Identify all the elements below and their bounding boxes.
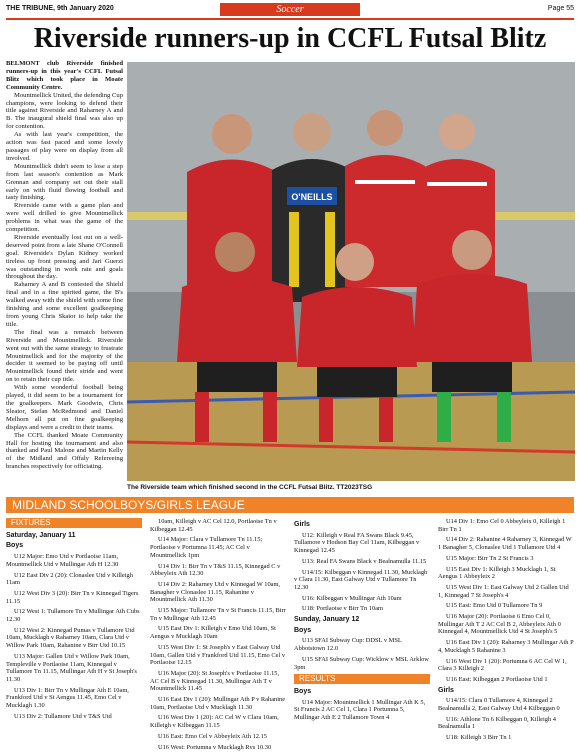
listing-item: U12 East Div 2 (20): Clonaslee Utd v Killeigh 11am — [6, 571, 133, 587]
listing-item: U16 East Div 1 (20): Raharney 3 Mullingar Ath P 4, Mucklagh 5 Rahanine 3 — [438, 639, 574, 654]
article-paragraph: Raharney A and B contested the Shield final and in a fine spirited game, the B's walked away with the shield with some fine finishing and some excellent goalkeeping from young Chris Skator to help take the title. — [6, 281, 123, 328]
photo-caption: The Riverside team which finished second in the CCFL Futsal Blitz. TT2023TSG — [127, 484, 373, 491]
listing-item: U16 East: Emo Cel v Abbeyleix Ath 12.15 — [158, 732, 267, 740]
fixtures-tag: FIXTURES — [6, 518, 142, 528]
article-paragraph: Mountmellick didn't seem to lose a step from last season's contention as Mark Grennan and company set out their stall early on with fluid flowing football and tasty finishing. — [6, 162, 123, 202]
listing-item: U14 Div 1: Birr Tn v T&S 11.15, Kinnegad C v Abbeyleix Ath 12.30 — [150, 562, 281, 578]
listing-item: U14 Div 2: Rahanine 4 Raharney 3, Kinnegad W 1 Banagher 5, Clonaslee Utd 1 Tullamore Utd 4 — [438, 536, 572, 552]
listing-item: U13: Real FA Swans Black v Bealnamulla 11.15 — [302, 557, 427, 565]
listing-item: U16 West: Portumna v Mucklagh Rvs 10.30 — [158, 743, 272, 751]
publication-date: THE TRIBUNE, 9th January 2020 — [6, 5, 114, 12]
listing-item: U13 Major: Gallen Utd v Willow Park 10am, Templeville v Portlaoise 11am, Kinnegad v Tullamore Tn 11.15, Mullingar Ath H v St Joseph's 11.30 — [6, 652, 137, 683]
listing-item: U14 Div 2: Raharney Utd v Kinnegad W 10am, Banagher v Clonaslee 11.15, Rahanine v Mountmellick Ath 11.30 — [150, 580, 281, 604]
article-paragraph: The CCFL thanked Moate Community Hall for hosting the tournament and also thanked and Paul Malone and Martin Kelly of the Midland and Offaly Refereeing branches respectively for officiating. — [6, 431, 123, 471]
listing-item: U14 Major: Mountmellick 1 Mullingar Ath K 5, St Francis 2 AC Cel 1, Clara 1 Portumna 5, Mullingar Ath E 2 Tullamore Town 4 — [294, 698, 426, 722]
listing-item: U13 Div 2: Tullamore Utd v T&S Utd — [14, 712, 112, 720]
listing-item: U18: Killeigh 3 Birr Tn 1 — [446, 734, 512, 742]
listing-item: U16 Major (20): Portlaoise 6 Emo Cel 0, Mullingar Ath T 2 AC Cel B 2, Abbeyleix Ath 0 Kinnegad 4, Mountmellick Utd 4 St Joseph's 5 — [438, 613, 561, 636]
listing-item: 10am, Killeigh v AC Cel 12.0, Portlaoise Tn v Kilbeggan 12.45 — [150, 518, 277, 533]
listing-item: U16 East: Kilbeggan 2 Portlaoise Utd 1 — [446, 675, 548, 683]
results-tag: RESULTS — [294, 674, 430, 684]
listing-item: U15 West Div 1: East Galway Utd 2 Gallen Utd 1, Kinnegad 7 St Joseph's 4 — [438, 583, 569, 599]
listing-item: U15 East: Emo Utd 0 Tullamore Tn 9 — [446, 602, 543, 610]
listing-item: U16 Major (20): St Joseph's v Portlaoise 11.15, AC Cel B v Kinnegad 11.30, Mullingar Ath T v Mountmellick 11.45 — [150, 669, 280, 693]
listing-item: U16 East Div 1 (20): Mullingar Ath P v Rahanine 10am, Portlaoise Utd v Mucklagh 11.30 — [150, 696, 286, 711]
listing-heading: Sunday, January 12 — [294, 616, 360, 624]
listing-item: U15 Major: Tullamore Tn v St Francis 11.15, Birr Tn v Mullingar Ath 12.45 — [150, 607, 286, 622]
results-column-4 — [438, 518, 574, 745]
listing-item: U14/15: Kilbeggan v Kinnegad 11.30, Mucklagh v Clara 11.30, East Galway Utd v Tullamore Tn 12.30 — [294, 568, 428, 591]
listing-item: U13 Div 1: Birr Tn v Mullingar Ath E 10am, Frankford Utd v St Aengus 11.45, Emo Cel v Mucklagh 1.30 — [6, 686, 129, 710]
headline: Riverside runners-up in CCFL Futsal Blitz — [33, 23, 547, 54]
team-photo — [127, 62, 575, 481]
listing-heading: Saturday, January 11 — [6, 531, 76, 539]
listing-item: U12 West 1: Tullamore Tn v Mullingar Ath Cubs 12.30 — [6, 608, 140, 624]
listing-item: U14/15: Clara 0 Tullamore 4, Kinnegad 2 Bealnamulla 2, East Galway Utd 4 Kilbeggan 0 — [438, 697, 560, 713]
listing-heading: Boys — [294, 626, 312, 634]
listing-item: U12 West 2: Kinnegad Pumas v Tullamore Utd 10am, Mucklagh v Raharney 10am, Clara Utd v Willow Park 10am, Rahanine v Birr Utd 10.15 — [6, 626, 135, 650]
league-banner: MIDLAND SCHOOLBOYS/GIRLS LEAGUE — [6, 497, 574, 513]
listing-heading: Girls — [294, 521, 310, 528]
listing-item: U12: Killeigh v Real FA Swans Black 9.45, Tullamore v Hodson Bay Cel 11am, Kilbeggan v Kinnegad 12.45 — [294, 531, 420, 555]
fixtures-column-2 — [150, 518, 286, 754]
listing-item: U15 East Div 1: Killeigh 3 Mucklagh 1, St Aengus 1 Abbeyleix 2 — [438, 565, 556, 581]
listing-item: U13 SFAI Subway Cup: DDSL v MSL Abbotstown 12.0 — [294, 637, 402, 653]
article-intro: BELMONT club Riverside finished runners-up in this year's CCFL Futsal Blitz which took place in Moate Community Centre. — [6, 60, 123, 91]
listing-heading: Girls — [438, 686, 454, 694]
page-number: Page 55 — [547, 5, 574, 12]
listing-item: U15 SFAI Subway Cup: Wicklow v MSL Arklow 3pm — [294, 655, 429, 671]
article-paragraph: Riverside eventually lost out on a well-deserved point from a late Shane O'Connell goal. Riverside's Dylan Kidney worked tireless up front pressing and Jari Guerzi was outstanding in work rate and goals throughout the day. — [6, 233, 123, 281]
article-paragraph: As with last year's competition, the action was fast paced and some lovely passages of play were on display from all involved. — [6, 131, 123, 162]
article-body — [6, 60, 123, 471]
listing-item: U12 Major: Emo Utd v Portlaoise 11am, Mountmellick Utd v Mullingar Ath H 12.30 — [6, 553, 119, 568]
sponsor-logo: O'NEILLS — [291, 192, 333, 202]
listing-item: U14 Major: Clara v Tullamore Tn 11.15; Portlaoise v Portumna 11.45; AC Cel v Mountmellick 1pm — [150, 536, 263, 559]
listing-item: U16 West Div 1 (20): AC Cel W v Clara 10am, Killeigh v Kilbeggan 11.15 — [150, 714, 279, 730]
listing-item: U15 East Div 1: Killeigh v Emo Utd 10am, St Aengus v Mucklagh 10am — [150, 625, 276, 641]
article-paragraph: With some wonderful football being played, it did seem to be a tournament for the goalkeepers. Mark Goodwin, Chris Sleator, Stefan McRedmond and Daniel Melhorn all put on fine goalkeeping displays and were a credit to their teams. — [6, 384, 123, 431]
listing-item: U15 Major: Birr Tn 2 St Francis 3 — [446, 554, 534, 562]
team-photo-illustration — [127, 62, 575, 481]
listing-item: U16 West Div 1 (20): Portumna 6 AC Cel W 1, Clara 3 Killeigh 2 — [438, 657, 567, 673]
listing-item: U14 Div 1: Emo Cel 0 Abbeyleix 0, Killeigh 1 Birr Tn 1 — [438, 518, 566, 533]
listing-heading: Boys — [6, 542, 24, 550]
header-rule — [6, 18, 574, 20]
fixtures-column-1 — [6, 518, 142, 723]
article-paragraph: The final was a rematch between Riverside and Mountmellick. Riverside went out with the same strategy to frustrate Mountmellick and for the majority of the decider it seemed to be paying off until Mountmellick found their stride and went on to retain their cup title. — [6, 328, 123, 384]
listing-heading: Boys — [294, 687, 312, 695]
article-paragraph: Riverside came with a game plan and were well drilled to give Mountmellick problems in what was the game of the competition. — [6, 202, 123, 234]
listing-item: U16: Kilbeggan v Mullingar Ath 10am — [302, 594, 402, 602]
listing-item: U15 West Div 1: St Joseph's v East Galway Utd 10am, Gallen Utd v Frankford Utd 11.15, Emo Cel v Portlaoise 12.15 — [150, 643, 286, 667]
listing-item: U18: Portlaoise v Birr Tn 10am — [302, 605, 383, 613]
page-header — [0, 0, 580, 20]
fixtures-column-3 — [294, 518, 430, 725]
listing-item: U16: Athlone Tn 6 Kilbeggan 0, Killeigh 4 Bealnamulla 1 — [438, 715, 556, 731]
article-paragraph: Mountmellick United, the defending Cup champions, were looking to defend their title against Riverside and Raharney A and B. The inaugural shield final was also up for contention. — [6, 91, 123, 131]
listing-item: U12 West Div 3 (20): Birr Tn v Kinnegad Tigers 11.15 — [6, 589, 139, 605]
section-label: Soccer — [220, 3, 360, 16]
